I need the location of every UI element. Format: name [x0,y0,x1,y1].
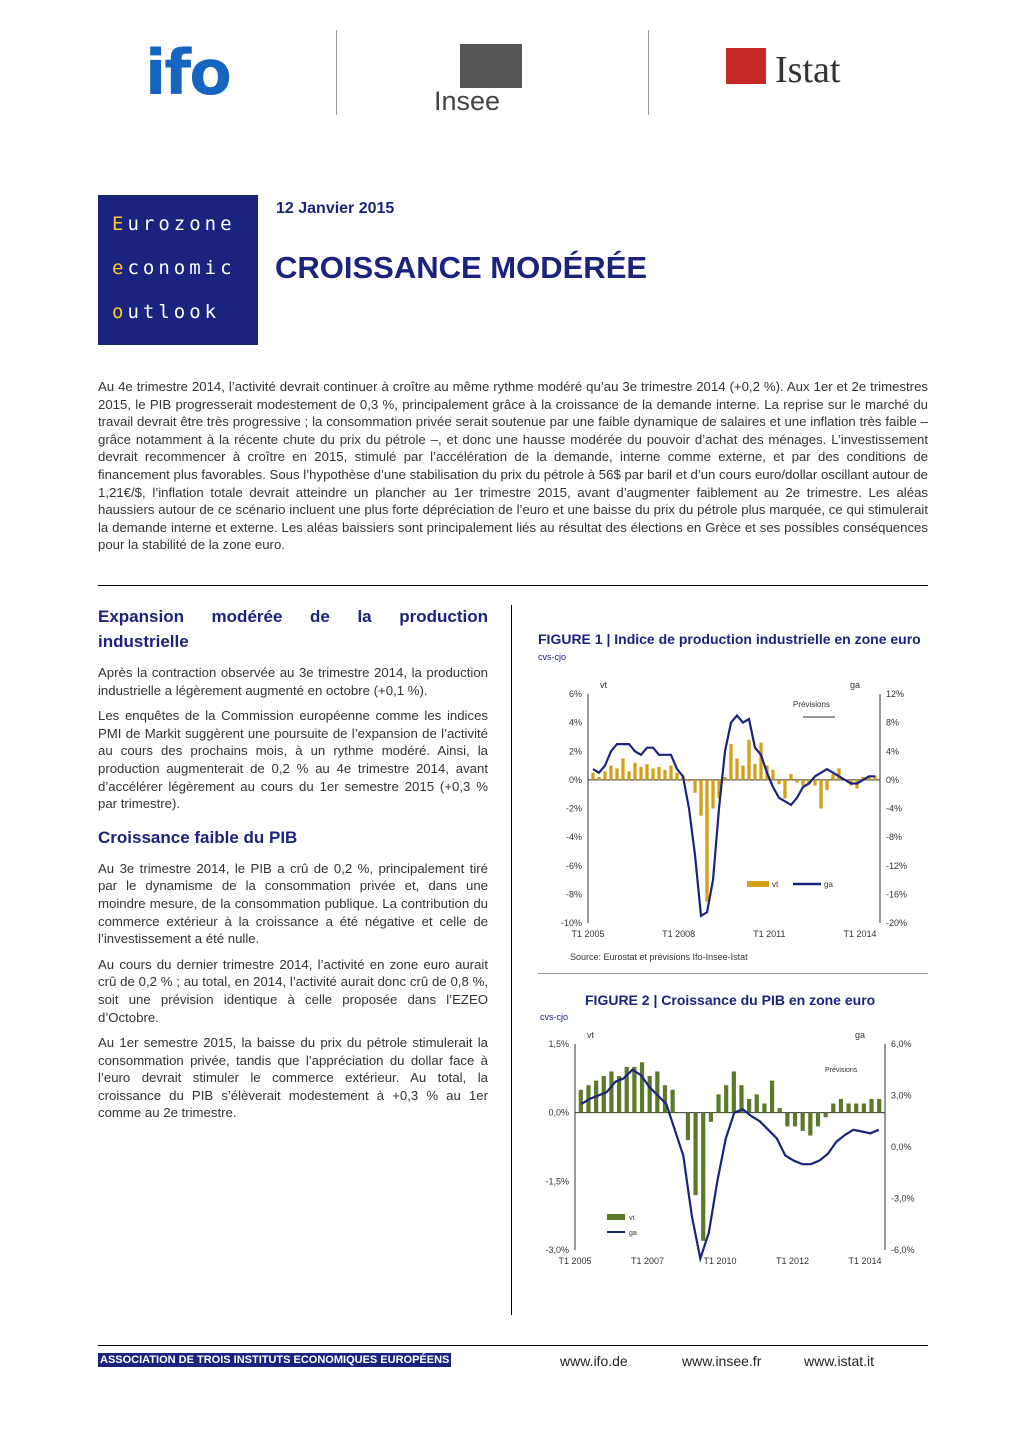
bar-vt [663,770,666,780]
right-tick-label: 8% [886,717,900,728]
left-tick-label: -3,0% [545,1245,569,1255]
insee-logo: Insee [434,86,501,116]
left-tick-label: -2% [565,803,582,814]
bar-vt [770,1081,774,1113]
figure-2-chart [535,1024,930,1284]
bar-vt [747,1099,751,1113]
bar-vt [686,1113,690,1140]
bar-vt [663,1085,667,1112]
eurozone-outlook-badge: Eurozone economic outlook [98,195,258,345]
right-tick-label: 6,0% [891,1039,912,1049]
bar-vt [825,780,828,790]
bar-vt [627,771,630,780]
bar-vt [591,773,594,780]
section-divider [98,585,928,586]
left-tick-label: -8% [565,889,582,900]
left-tick-label: 1,5% [548,1039,569,1049]
bar-vt [732,1071,736,1112]
bar-vt [777,780,780,784]
bar-vt [862,1104,866,1113]
bar-vt [633,763,636,780]
bar-vt [831,774,834,780]
bar-vt [693,1113,697,1195]
bar-vt [724,1085,728,1112]
right-tick-label: 0% [886,774,900,785]
x-tick-label: T1 2005 [571,929,605,939]
bar-vt [854,1104,858,1113]
chart-source: Source: Eurostat et prévisions Ifo-Insee-Istat [570,952,748,962]
forecast-label: Prévisions [793,700,830,709]
bar-vt [675,773,678,780]
bar-vt [783,780,786,799]
x-tick-label: T1 2005 [558,1256,592,1266]
figure-1-title: FIGURE 1 | Indice de production industrielle en zone euro [538,631,921,647]
bar-vt [785,1113,789,1127]
left-tick-label: -1,5% [545,1176,569,1187]
footer-association: ASSOCIATION DE TROIS INSTITUTS ECONOMIQUES EUROPÉENS [100,1354,450,1366]
publication-date: 12 Janvier 2015 [276,200,395,217]
header-divider [648,30,649,115]
x-tick-label: T1 2014 [843,929,877,939]
section-heading: Croissance faible du PIB [98,827,298,847]
bar-vt [678,1113,682,1114]
figure-1-subtitle: cvs-cjo [538,652,567,662]
legend-label-ga: ga [629,1230,637,1237]
x-tick-label: T1 2007 [630,1256,665,1266]
legend-label-vt: vt [772,880,779,889]
left-tick-label: 2% [568,746,582,757]
bar-vt [693,780,696,793]
x-tick-label: T1 2010 [703,1256,737,1266]
bar-vt [819,780,822,809]
bar-vt [648,1076,652,1113]
paragraph: Au 3e trimestre 2014, le PIB a crû de 0,2 %, principalement tiré par le dynamisme de la consommation privée et, dans une moindre mesure, de la consommation publique. La contribution du commerce extérieur à la croissance a été négative et celle de l’investissement a été nulle. [98,860,488,947]
legend-label-vt: vt [629,1215,635,1222]
figure-2-subtitle: cvs-cjo [540,1012,569,1022]
bar-vt [640,1062,644,1112]
footer-link-istat[interactable]: www.istat.it [804,1353,875,1369]
right-tick-label: -16% [886,889,908,900]
right-tick-label: -12% [886,860,908,871]
left-tick-label: 6% [568,689,582,699]
bar-vt [753,764,756,780]
bar-vt [747,740,750,780]
figure-divider [538,973,928,974]
right-tick-label: -4% [886,803,903,814]
right-tick-label: 0,0% [891,1142,912,1152]
bar-vt [735,758,738,779]
bar-vt [869,1099,873,1113]
bar-vt [795,780,798,783]
bar-vt [793,1113,797,1127]
istat-logo: Istat [775,49,841,91]
left-tick-label: 4% [568,717,582,728]
page-title: CROISSANCE MODÉRÉE [275,250,648,285]
section-heading: Expansion modérée de la production industrielle [98,607,488,651]
legend-swatch-vt [607,1214,625,1220]
bar-vt [839,1099,843,1113]
right-tick-label: 4% [886,746,900,757]
x-tick-label: T1 2012 [775,1256,810,1266]
bar-vt [669,766,672,780]
figure-2-title: FIGURE 2 | Croissance du PIB en zone euro [585,992,876,1008]
bar-vt [609,1071,613,1112]
bar-vt [609,766,612,780]
right-tick-label: -6,0% [891,1245,915,1255]
intro-paragraph: Au 4e trimestre 2014, l’activité devrait continuer à croître au même rythme modéré qu’au 3e trimestre 2014 (+0,2 %). Aux 1er et 2e trimestres 2015, le PIB progresserait modestement de 0,3 %, principalement grâce à la croissance de la demande interne. La reprise sur le marché du travail devrait être très progressive ; la consommation privée serait soutenue par une faible dynamique de salaires et une inflation très faible – grâce notamment à la récente chute du prix du pétrole –, et donc une hausse modérée du pouvoir d’achat des ménages. L’investissement devrait recommencer à croître en 2015, stimulé par l’accélération de la demande, interne comme externe, et par des conditions de financement plus favorables. Sous l’hypothèse d’une stabilisation du prix du pétrole à 56$ par baril et d’un cours euro/dollar oscillant autour de 1,21€/$, l’inflation totale devrait atteindre un plancher au 1er trimestre 2015, avant d’augmenter faiblement au 2e trimestre. Les aléas haussiers autour de ce scénario incluent une plus forte dépréciation de l’euro et une baisse du prix du pétrole plus marquée, ce qui stimulerait la demande interne et externe. Les aléas baissiers sont principalement liés au résultat des élections en Grèce et ses possibles conséquences pour la stabilité de la zone euro. [98,379,928,553]
istat-logo-mark [726,48,766,84]
footer-divider [98,1345,928,1346]
bar-vt [762,1104,766,1113]
right-tick-label: 3,0% [891,1090,912,1101]
footer-link-insee[interactable]: www.insee.fr [682,1353,762,1369]
bar-vt [789,774,792,780]
bar-vt [808,1113,812,1136]
right-tick-label: -8% [886,832,903,843]
left-tick-label: 0,0% [548,1107,569,1118]
bar-vt [603,771,606,780]
right-tick-label: -20% [886,918,908,928]
bar-vt [723,777,726,780]
left-axis-label: vt [587,1030,595,1040]
bar-vt [877,1099,881,1113]
paragraph: Au 1er semestre 2015, la baisse du prix du pétrole stimulerait la consommation privée, tandis que l’appréciation du dollar face à l’euro devrait stimuler le commerce extérieur. Au total, la croissance du PIB s’élèverait modestement à +0,3 % au 1er comme au 2e trimestre. [98,1035,488,1121]
bar-vt [615,768,618,779]
x-tick-label: T1 2011 [753,929,786,939]
bar-vt [824,1113,828,1118]
bar-vt [671,1090,675,1113]
right-axis-label: ga [855,1030,866,1040]
left-tick-label: -6% [565,860,582,871]
right-tick-label: 12% [886,689,905,699]
bar-vt [579,1090,583,1113]
left-tick-label: -10% [560,918,582,928]
ifo-logo: ifo [145,36,230,109]
right-axis-label: ga [850,680,861,690]
bar-vt [801,1113,805,1131]
left-column [98,604,488,1122]
paragraph: Après la contraction observée au 3e trimestre 2014, la production industrielle a légèrement augmenté en octobre (+0,1 %). [98,665,488,698]
insee-logo-mark [460,44,522,88]
bar-vt [831,1104,835,1113]
x-tick-label: T1 2014 [848,1256,882,1266]
left-axis-label: vt [600,680,608,690]
figure-1-chart [535,666,930,966]
header-divider [336,30,337,115]
bar-vt [846,1104,850,1113]
bar-vt [639,767,642,780]
left-tick-label: 0% [568,774,582,785]
bar-vt [705,780,708,902]
bar-vt [778,1108,782,1113]
bar-vt [701,1113,705,1241]
left-tick-label: -4% [565,832,582,843]
bar-vt [813,780,816,786]
bar-vt [645,764,648,780]
bar-vt [597,777,600,780]
x-tick-label: T1 2008 [662,929,696,939]
paragraph: Les enquêtes de la Commission européenne comme les indices PMI de Markit suggèrent une poursuite de l’expansion de l’activité au cours des prochains mois, à un rythme modéré. Ainsi, la production augmenterait de 0,2 % au 4e trimestre 2014, avant d’accélérer légèrement au cours du 1er semestre 2015 (+0,3 % par trimestre). [98,708,488,812]
footer-link-ifo[interactable]: www.ifo.de [560,1353,628,1369]
forecast-label: Prévisions [825,1067,858,1074]
legend-label-ga: ga [824,880,833,889]
bar-vt [741,766,744,780]
bar-vt [801,780,804,786]
bar-vt [755,1094,759,1112]
right-tick-label: -3,0% [891,1193,915,1204]
bar-vt [816,1113,820,1127]
legend-swatch-vt [747,881,769,887]
column-divider [511,605,512,1315]
paragraph: Au cours du dernier trimestre 2014, l’activité en zone euro aurait crû de 0,2 % ; au total, en 2014, l’activité aurait donc crû de 0,8 %, soit une prévision identique à celle proposée dans l’EZEO d’Octobre. [98,956,488,1025]
bar-vt [771,770,774,780]
bar-vt [632,1067,636,1113]
bar-vt [687,780,690,781]
bar-vt [729,744,732,780]
bar-vt [651,768,654,779]
bar-vt [716,1094,720,1112]
bar-vt [657,767,660,780]
bar-vt [621,758,624,779]
bar-vt [711,780,714,809]
bar-vt [709,1113,713,1122]
bar-vt [699,780,702,816]
